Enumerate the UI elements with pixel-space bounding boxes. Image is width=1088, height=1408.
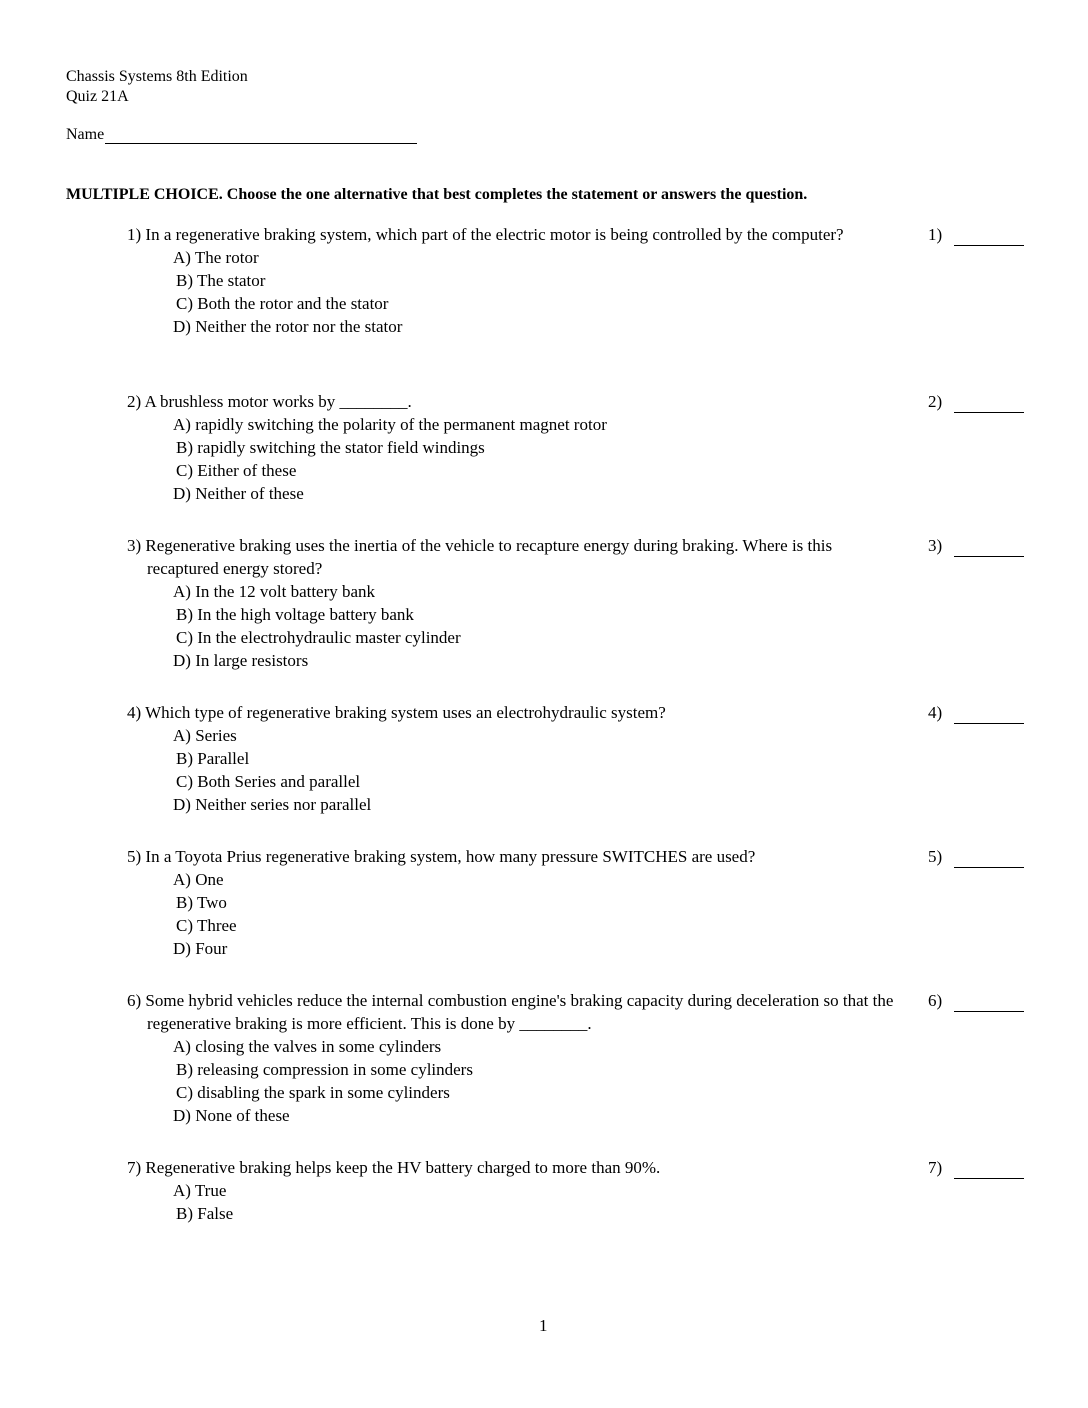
option-a: A) True — [173, 1181, 227, 1200]
option-d: D) Neither of these — [173, 484, 304, 503]
option-d: D) Neither the rotor nor the stator — [173, 317, 403, 336]
option-a: A) In the 12 volt battery bank — [173, 582, 376, 601]
question-text: 2) A brushless motor works by ________. — [127, 392, 412, 411]
answer-blank-line[interactable] — [954, 394, 1024, 413]
answer-slot-5 — [928, 845, 1024, 868]
option-a: A) The rotor — [173, 248, 259, 267]
course-title: Chassis Systems 8th Edition — [66, 68, 248, 85]
question-text: 5) In a Toyota Prius regenerative braking system, how many pressure SWITCHES are used? — [127, 847, 756, 866]
option-b: B) False — [176, 1204, 234, 1223]
answer-number: 7) — [928, 1158, 943, 1177]
question-2 — [127, 390, 907, 505]
option-d: D) None of these — [173, 1106, 290, 1125]
option-d: D) In large resistors — [173, 651, 309, 670]
question-text: 6) Some hybrid vehicles reduce the internal combustion engine's braking capacity during deceleration so that the regenerative braking is more efficient. This is done by ________. — [127, 991, 894, 1033]
option-d: D) Four — [173, 939, 228, 958]
answer-blank-line[interactable] — [954, 705, 1024, 724]
answer-blank-line[interactable] — [954, 538, 1024, 557]
question-text: 7) Regenerative braking helps keep the HV battery charged to more than 90%. — [127, 1158, 661, 1177]
answer-number: 4) — [928, 703, 943, 722]
question-4 — [127, 701, 907, 816]
question-text: 1) In a regenerative braking system, which part of the electric motor is being controlled by the computer? — [127, 225, 844, 244]
name-blank-line[interactable] — [105, 125, 417, 144]
option-b: B) The stator — [176, 271, 266, 290]
option-b: B) releasing compression in some cylinders — [176, 1060, 473, 1079]
option-a: A) One — [173, 870, 224, 889]
answer-slot-3 — [928, 534, 1024, 557]
answer-number: 1) — [928, 225, 943, 244]
answer-slot-4 — [928, 701, 1024, 724]
page-number: 1 — [539, 1316, 548, 1335]
option-b: B) In the high voltage battery bank — [176, 605, 414, 624]
answer-blank-line[interactable] — [954, 227, 1024, 246]
quiz-title: Quiz 21A — [66, 88, 129, 105]
question-1 — [127, 223, 907, 338]
option-b: B) Parallel — [176, 749, 250, 768]
name-field-row — [66, 125, 417, 144]
answer-number: 6) — [928, 991, 943, 1010]
answer-number: 2) — [928, 392, 943, 411]
option-b: B) Two — [176, 893, 227, 912]
answer-blank-line[interactable] — [954, 1160, 1024, 1179]
answer-slot-1 — [928, 223, 1024, 246]
answer-blank-line[interactable] — [954, 993, 1024, 1012]
name-label: Name — [66, 126, 105, 143]
option-c: C) Three — [176, 916, 237, 935]
answer-blank-line[interactable] — [954, 849, 1024, 868]
question-5 — [127, 845, 907, 960]
answer-number: 3) — [928, 536, 943, 555]
option-c: C) Both the rotor and the stator — [176, 294, 389, 313]
answer-slot-6 — [928, 989, 1024, 1012]
answer-number: 5) — [928, 847, 943, 866]
option-d: D) Neither series nor parallel — [173, 795, 372, 814]
option-a: A) rapidly switching the polarity of the permanent magnet rotor — [173, 415, 607, 434]
question-text: 4) Which type of regenerative braking system uses an electrohydraulic system? — [127, 703, 666, 722]
option-b: B) rapidly switching the stator field windings — [176, 438, 485, 457]
option-c: C) In the electrohydraulic master cylinder — [176, 628, 461, 647]
option-a: A) closing the valves in some cylinders — [173, 1037, 442, 1056]
option-c: C) Both Series and parallel — [176, 772, 361, 791]
question-6 — [127, 989, 907, 1127]
answer-slot-2 — [928, 390, 1024, 413]
option-c: C) Either of these — [176, 461, 297, 480]
question-text: 3) Regenerative braking uses the inertia of the vehicle to recapture energy during braking. Where is this recaptured energy stored? — [127, 536, 833, 578]
option-c: C) disabling the spark in some cylinders — [176, 1083, 450, 1102]
question-7 — [127, 1156, 907, 1225]
option-a: A) Series — [173, 726, 237, 745]
answer-slot-7 — [928, 1156, 1024, 1179]
section-instructions: MULTIPLE CHOICE. Choose the one alternative that best completes the statement or answers the question. — [66, 186, 808, 203]
question-3 — [127, 534, 907, 672]
